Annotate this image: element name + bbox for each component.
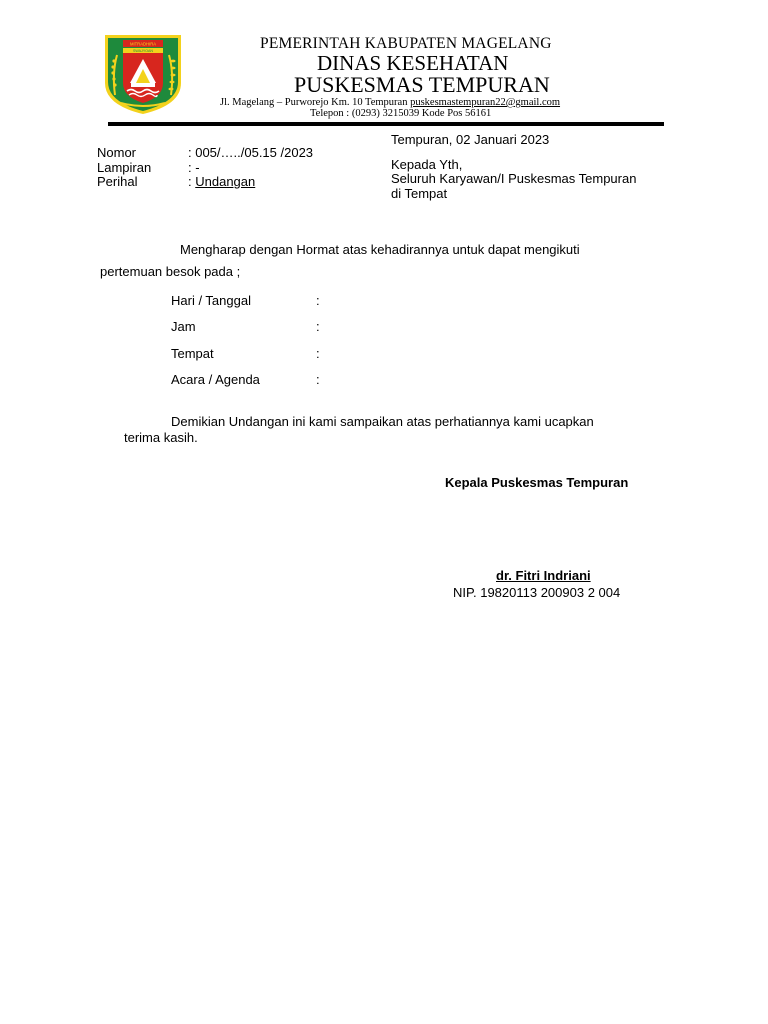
agenda-label-date: Hari / Tanggal: [171, 293, 251, 308]
agenda-label-event: Acara / Agenda: [171, 372, 260, 387]
perihal-label: Perihal: [97, 174, 138, 189]
letterhead-divider: [108, 122, 664, 126]
letterhead-phone: Telepon : (0293) 3215039 Kode Pos 56161: [310, 108, 492, 119]
intro-line-2: pertemuan besok pada ;: [100, 264, 241, 279]
nomor-label: Nomor: [97, 145, 137, 160]
letterhead-address: [220, 97, 560, 108]
nomor-value: : 005/…../05.15 /2023: [188, 145, 314, 160]
signatory-nip: NIP. 19820113 200903 2 004: [453, 585, 621, 600]
perihal-value-row: [188, 174, 255, 189]
agenda-colon-event: :: [316, 372, 320, 387]
perihal-value: Undangan: [195, 174, 256, 189]
logo-motto-top: MITRADHIRA: [129, 41, 157, 47]
kabupaten-magelang-logo: [103, 33, 183, 115]
letterhead-government: PEMERINTAH KABUPATEN MAGELANG: [260, 35, 552, 52]
intro-line-1: Mengharap dengan Hormat atas kehadirannya untuk dapat mengikuti: [180, 242, 580, 257]
logo-motto-bottom: SWAJYOAN: [132, 49, 154, 53]
agenda-label-place: Tempat: [171, 346, 214, 361]
recipient-place: di Tempat: [391, 186, 448, 201]
closing-line-2: terima kasih.: [124, 430, 198, 445]
letter-date: Tempuran, 02 Januari 2023: [391, 132, 550, 147]
lampiran-value: : -: [188, 160, 200, 175]
signature-title: Kepala Puskesmas Tempuran: [445, 475, 629, 490]
agenda-label-time: Jam: [171, 319, 196, 334]
letterhead-department: DINAS KESEHATAN: [317, 51, 509, 75]
agenda-colon-time: :: [316, 319, 320, 334]
agenda-colon-date: :: [316, 293, 320, 308]
recipient-name: Seluruh Karyawan/I Puskesmas Tempuran: [391, 171, 637, 186]
agenda-colon-place: :: [316, 346, 320, 361]
recipient-greeting: Kepada Yth,: [391, 157, 463, 172]
closing-line-1: Demikian Undangan ini kami sampaikan atas perhatiannya kami ucapkan: [171, 414, 594, 429]
address-text: Jl. Magelang – Purworejo Km. 10 Tempuran: [220, 97, 408, 108]
perihal-colon: :: [188, 174, 196, 189]
lampiran-label: Lampiran: [97, 160, 152, 175]
email-link[interactable]: puskesmastempuran22@gmail.com: [410, 97, 561, 108]
letterhead-institution: PUSKESMAS TEMPURAN: [294, 72, 550, 97]
signatory-name: dr. Fitri Indriani: [496, 568, 591, 583]
